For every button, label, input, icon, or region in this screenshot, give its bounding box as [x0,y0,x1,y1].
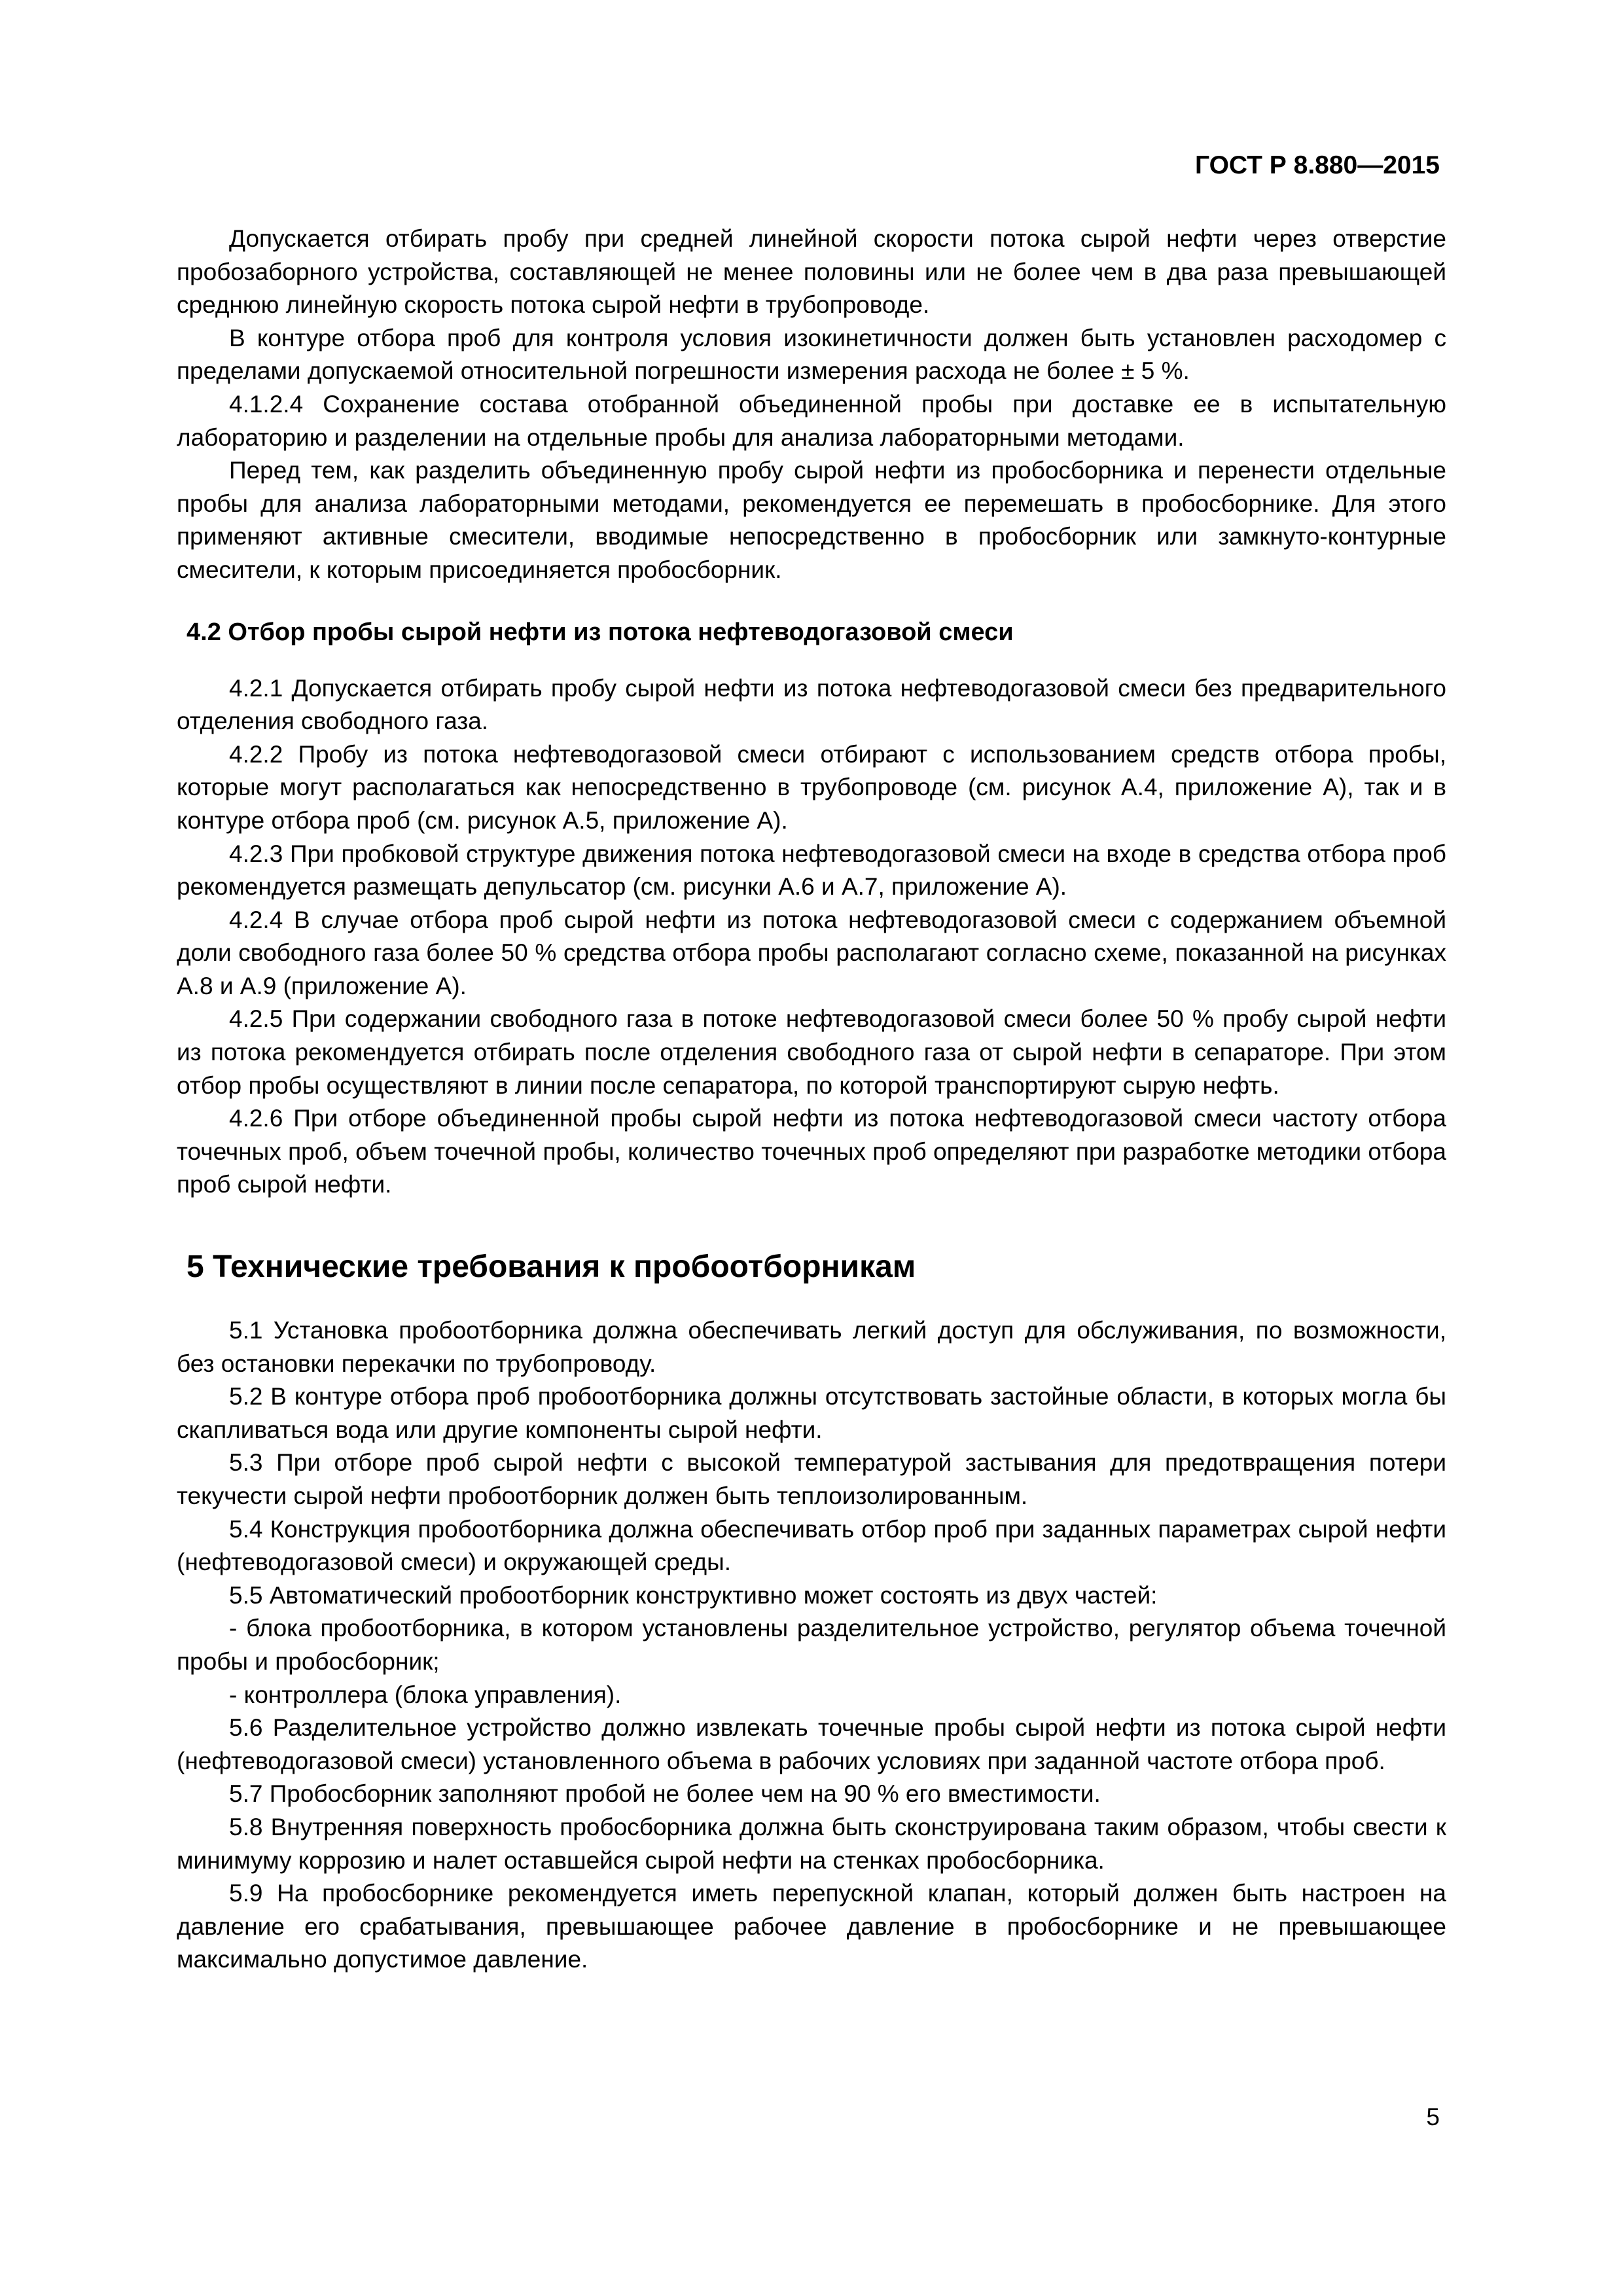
page-body [177,223,1446,1977]
paragraph: 5.3 При отборе проб сырой нефти с высокой температурой застывания для предотвращения потери текучести сырой нефти пробоотборник должен быть теплоизолированным. [177,1449,1446,1509]
paragraph: 5.6 Разделительное устройство должно извлекать точечные пробы сырой нефти из потока сырой нефти (нефтеводогазовой смеси) установленного объема в рабочих условиях при заданной частоте отбора проб. [177,1714,1446,1774]
document-code: ГОСТ Р 8.880—2015 [1195,151,1440,179]
paragraph: 4.2.6 При отборе объединенной пробы сырой нефти из потока нефтеводогазовой смеси частоту отбора точечных проб, объем точечной пробы, количество точечных проб определяют при разработке методики отбора проб сырой нефти. [177,1105,1446,1198]
paragraph: Перед тем, как разделить объединенную пробу сырой нефти из пробосборника и перенести отдельные пробы для анализа лабораторными методами, рекомендуется ее перемешать в пробосборнике. Для этого применяют активные смесители, вводимые непосредственно в пробосборник или замкнуто-контурные смесители, к которым присоединяется пробосборник. [177,457,1446,583]
list-item: - блока пробоотборника, в котором установлены разделительное устройство, регулятор объема точечной пробы и пробосборник; [177,1615,1446,1675]
paragraph: 4.2.4 В случае отбора проб сырой нефти из потока нефтеводогазовой смеси с содержанием объемной доли свободного газа более 50 % средства отбора пробы располагают согласно схеме, показанной на рисунках А.8 и А.9 (приложение А). [177,906,1446,999]
paragraph: В контуре отбора проб для контроля условия изокинетичности должен быть установлен расходомер с пределами допускаемой относительной погрешности измерения расхода не более ± 5 %. [177,324,1446,385]
paragraph: 5.8 Внутренняя поверхность пробосборника должна быть сконструирована таким образом, чтобы свести к минимуму коррозию и налет оставшейся сырой нефти на стенках пробосборника. [177,1813,1446,1874]
section-heading-4-2: 4.2 Отбор пробы сырой нефти из потока нефтеводогазовой смеси [187,618,1014,646]
page-number: 5 [1426,2104,1440,2130]
list-item: - контроллера (блока управления). [229,1681,622,1708]
paragraph: 5.9 На пробосборнике рекомендуется иметь перепускной клапан, который должен быть настроен на давление его срабатывания, превышающее рабочее давление в пробосборнике и не превышающее максимально допустимое давление. [177,1880,1446,1973]
paragraph: 4.2.1 Допускается отбирать пробу сырой нефти из потока нефтеводогазовой смеси без предварительного отделения свободного газа. [177,674,1446,735]
paragraph: Допускается отбирать пробу при средней линейной скорости потока сырой нефти через отверстие пробозаборного устройства, составляющей не менее половины или не более чем в два раза превышающей среднюю линейную скорость потока сырой нефти в трубопроводе. [177,225,1446,319]
paragraph: 5.1 Установка пробоотборника должна обеспечивать легкий доступ для обслуживания, по возможности, без остановки перекачки по трубопроводу. [177,1317,1446,1377]
paragraph: 5.2 В контуре отбора проб пробоотборника должны отсутствовать застойные области, в которых могла бы скапливаться вода или другие компоненты сырой нефти. [177,1383,1446,1443]
paragraph: 5.5 Автоматический пробоотборник конструктивно может состоять из двух частей: [229,1581,1158,1609]
section-heading-5: 5 Технические требования к пробоотборникам [187,1249,916,1285]
paragraph: 4.2.2 Пробу из потока нефтеводогазовой смеси отбирают с использованием средств отбора пробы, которые могут располагаться как непосредственно в трубопроводе (см. рисунок А.4, приложение А), так и в контуре отбора проб (см. рисунок А.5, приложение А). [177,740,1446,834]
paragraph: 4.2.5 При содержании свободного газа в потоке нефтеводогазовой смеси более 50 % пробу сырой нефти из потока рекомендуется отбирать после отделения свободного газа от сырой нефти в сепараторе. При этом отбор пробы осуществляют в линии после сепаратора, по которой транспортируют сырую нефть. [177,1005,1446,1099]
paragraph: 5.4 Конструкция пробоотборника должна обеспечивать отбор проб при заданных параметрах сырой нефти (нефтеводогазовой смеси) и окружающей среды. [177,1515,1446,1576]
paragraph: 4.1.2.4 Сохранение состава отобранной объединенной пробы при доставке ее в испытательную лабораторию и разделении на отдельные пробы для анализа лабораторными методами. [177,390,1446,451]
paragraph: 5.7 Пробосборник заполняют пробой не более чем на 90 % его вместимости. [229,1780,1101,1808]
paragraph: 4.2.3 При пробковой структуре движения потока нефтеводогазовой смеси на входе в средства отбора проб рекомендуется размещать депульсатор (см. рисунки А.6 и А.7, приложение А). [177,840,1446,901]
